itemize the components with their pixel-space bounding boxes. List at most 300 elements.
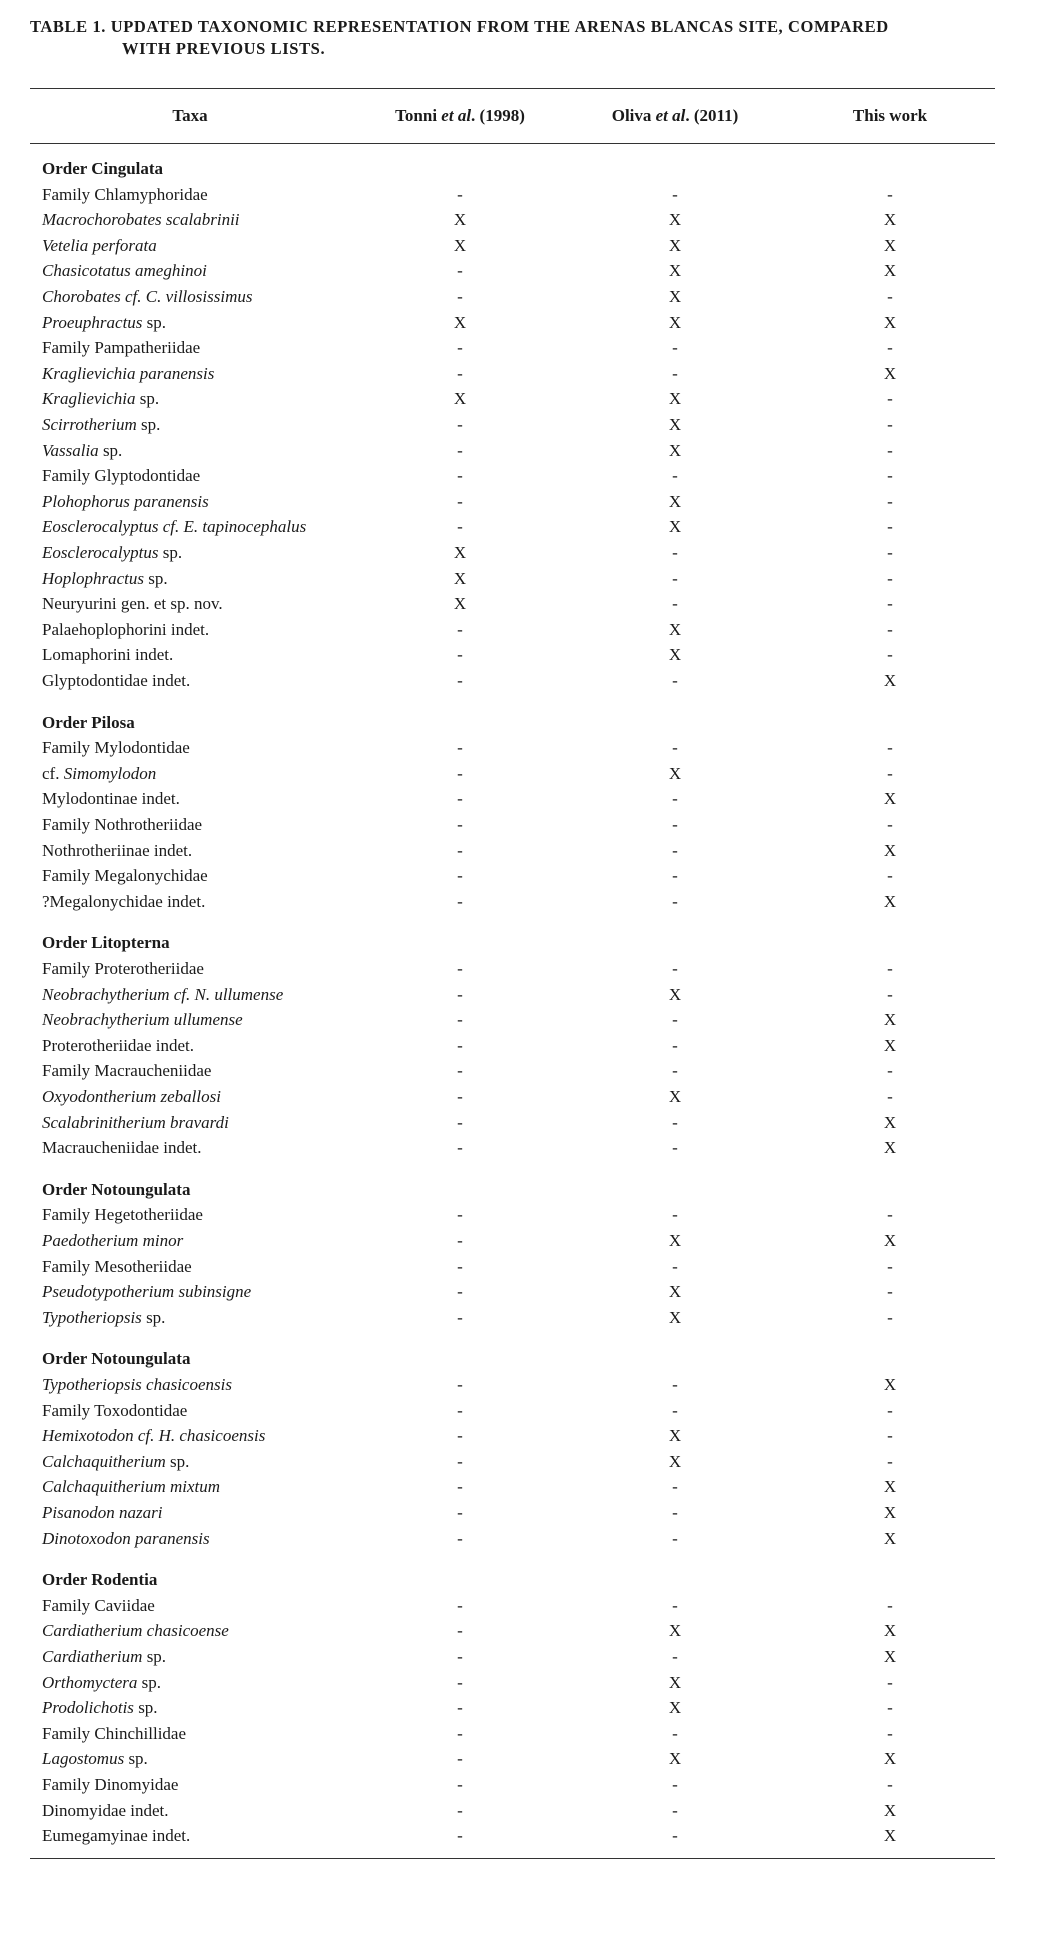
cell-tonni-1998: X — [453, 594, 467, 614]
cell-oliva-2011: - — [672, 959, 678, 978]
taxon-name-it: Kraglievichia — [42, 389, 136, 409]
cell-oliva-2011: - — [672, 1205, 678, 1225]
caption-line-2: WITH PREVIOUS LISTS. — [122, 39, 326, 58]
taxon-name-pre: Family Nothrotheriidae — [42, 815, 203, 834]
cell-oliva-2011: - — [672, 466, 678, 486]
cell-this-work: - — [887, 1451, 893, 1471]
taxon-name — [42, 764, 156, 784]
taxon-name — [42, 1621, 229, 1641]
taxon-name — [42, 1257, 192, 1277]
cell-oliva-2011: - — [672, 1400, 678, 1420]
taxon-name — [42, 1673, 161, 1693]
taxon-name — [42, 1596, 155, 1616]
cell-tonni-1998: - — [457, 1528, 463, 1548]
taxon-name-it: Chasicotatus ameghinoi — [42, 261, 207, 281]
cell-this-work: X — [883, 1749, 897, 1769]
cell-tonni-1998: - — [457, 645, 463, 665]
taxon-name-post: sp. — [135, 389, 160, 409]
table-row — [0, 313, 1044, 338]
cell-tonni-1998: X — [453, 235, 467, 255]
taxon-name-post: sp. — [165, 1451, 190, 1471]
cell-tonni-1998: - — [457, 1307, 463, 1327]
cell-this-work: - — [887, 763, 893, 783]
taxon-name-post: sp. — [141, 1307, 166, 1327]
cell-tonni-1998: X — [453, 312, 467, 332]
cell-this-work: - — [887, 568, 893, 588]
taxon-name — [42, 1138, 202, 1158]
cell-oliva-2011: - — [672, 840, 678, 860]
table-row — [0, 1452, 1044, 1477]
table-row — [0, 569, 1044, 594]
table-row — [0, 1426, 1044, 1451]
cell-this-work: X — [883, 1231, 897, 1250]
taxon-name-post: sp. — [142, 1647, 167, 1666]
taxon-name-it: Dinotoxodon paranensis — [42, 1528, 210, 1548]
cell-this-work: - — [887, 1698, 893, 1718]
cell-oliva-2011: - — [672, 1775, 678, 1794]
cell-this-work: - — [887, 1087, 893, 1106]
cell-this-work: X — [883, 1503, 897, 1522]
cell-tonni-1998: - — [457, 1010, 463, 1030]
table-row — [0, 1724, 1044, 1749]
taxon-name-pre: Family Glyptodontidae — [42, 466, 201, 486]
taxon-name-pre: ?Megalonychidae indet. — [42, 891, 206, 911]
taxon-name-post: sp. — [98, 440, 123, 460]
taxon-name-pre: Family Chlamyphoridae — [42, 184, 208, 204]
cell-oliva-2011: X — [668, 1426, 682, 1446]
taxon-name-it: Pseudotypotherium subinsigne — [42, 1282, 252, 1302]
taxon-name-pre: Family Dinomyidae — [42, 1775, 179, 1794]
table-row — [0, 1749, 1044, 1774]
taxon-name — [42, 959, 204, 979]
table-row — [0, 1596, 1044, 1621]
cell-oliva-2011: - — [672, 1112, 678, 1132]
cell-this-work: X — [883, 1035, 897, 1055]
cell-tonni-1998: - — [457, 1800, 463, 1820]
table-row — [0, 338, 1044, 363]
table-row — [0, 236, 1044, 261]
taxon-name — [42, 517, 306, 537]
cell-tonni-1998: - — [457, 815, 463, 834]
taxon-name — [42, 1061, 211, 1081]
taxon-name — [42, 1349, 190, 1369]
cell-this-work: - — [887, 1400, 893, 1420]
table-row — [0, 959, 1044, 984]
cell-oliva-2011: X — [668, 1087, 682, 1106]
cell-tonni-1998: X — [453, 543, 467, 562]
taxon-name-post: sp. — [142, 312, 167, 332]
table-row — [0, 671, 1044, 696]
cell-tonni-1998: - — [457, 287, 463, 306]
taxon-name — [42, 620, 209, 640]
taxon-name — [42, 892, 205, 912]
cell-this-work: X — [883, 363, 897, 383]
taxon-name — [42, 1647, 166, 1667]
table-row — [0, 1698, 1044, 1723]
cell-oliva-2011: - — [672, 184, 678, 204]
cell-oliva-2011: - — [672, 815, 678, 834]
cell-oliva-2011: X — [668, 287, 682, 306]
taxon-name-pre: Macraucheniidae indet. — [42, 1138, 202, 1158]
taxon-name-pre: Mylodontinae indet. — [42, 789, 180, 809]
cell-this-work: - — [887, 184, 893, 204]
taxon-name — [42, 159, 163, 179]
cell-this-work: - — [887, 338, 893, 358]
cell-oliva-2011: X — [668, 415, 682, 434]
taxon-name-it: Paedotherium minor — [42, 1231, 184, 1250]
taxon-name-pre: Nothrotheriinae indet. — [42, 840, 193, 860]
taxon-name-pre: Eumegamyinae indet. — [42, 1826, 191, 1846]
taxon-name-it: Simomylodon — [63, 763, 157, 783]
cell-tonni-1998: - — [457, 1672, 463, 1692]
taxon-name-it: Cardiatherium — [42, 1647, 143, 1666]
taxon-name-it: Vetelia perforata — [42, 235, 157, 255]
taxon-name-it: Oxyodontherium zeballosi — [42, 1087, 221, 1106]
taxon-name — [42, 1477, 220, 1497]
table-row — [0, 364, 1044, 389]
taxon-name — [42, 543, 182, 563]
table-row — [0, 543, 1044, 568]
taxon-name-it: Scirrotherium — [42, 415, 137, 434]
cell-tonni-1998: - — [457, 440, 463, 460]
cell-this-work: - — [887, 389, 893, 409]
taxon-name — [42, 441, 122, 461]
cell-oliva-2011: - — [672, 1595, 678, 1615]
cell-oliva-2011: X — [668, 440, 682, 460]
taxon-name-it: Neobrachytherium ullumense — [42, 1010, 243, 1030]
taxon-name — [42, 1308, 165, 1328]
cell-this-work: - — [887, 1672, 893, 1692]
taxon-name-pre: Order Notoungulata — [42, 1179, 191, 1199]
table-row — [0, 1061, 1044, 1086]
taxon-name — [42, 1775, 178, 1795]
cell-oliva-2011: - — [672, 1826, 678, 1846]
cell-tonni-1998: - — [457, 1375, 463, 1394]
table-row — [0, 185, 1044, 210]
taxon-name-it: Orthomyctera — [42, 1672, 138, 1692]
taxon-name-it: Typotheriopsis chasicoensis — [42, 1375, 232, 1394]
table-row — [0, 985, 1044, 1010]
column-header-oliva: Oliva et al. (2011) — [611, 106, 739, 125]
cell-oliva-2011: X — [668, 984, 682, 1004]
cell-oliva-2011: X — [668, 1451, 682, 1471]
cell-tonni-1998: - — [457, 866, 463, 886]
taxon-name — [42, 738, 190, 758]
cell-tonni-1998: - — [457, 415, 463, 434]
table-row — [0, 261, 1044, 286]
cell-oliva-2011: - — [672, 363, 678, 383]
order-heading-row — [0, 1349, 1044, 1374]
cell-oliva-2011: X — [668, 619, 682, 639]
cell-tonni-1998: - — [457, 891, 463, 911]
cell-this-work: - — [887, 517, 893, 537]
taxon-name-pre: Family Chinchillidae — [42, 1723, 187, 1743]
cell-this-work: - — [887, 984, 893, 1004]
table-row — [0, 1087, 1044, 1112]
taxon-name — [42, 1205, 203, 1225]
cell-oliva-2011: - — [672, 789, 678, 809]
table-row — [0, 287, 1044, 312]
cell-oliva-2011: - — [672, 594, 678, 614]
taxon-name — [42, 713, 135, 733]
cell-tonni-1998: - — [457, 1698, 463, 1718]
cell-oliva-2011: - — [672, 1503, 678, 1522]
taxon-name-pre: Family Megalonychidae — [42, 866, 208, 886]
cell-oliva-2011: X — [668, 517, 682, 537]
table-row — [0, 594, 1044, 619]
table-caption — [30, 16, 1020, 60]
cell-oliva-2011: X — [668, 1282, 682, 1302]
cell-tonni-1998: - — [457, 1035, 463, 1055]
cell-this-work: X — [883, 210, 897, 230]
cell-this-work: - — [887, 287, 893, 306]
taxon-name-it: Plohophorus paranensis — [42, 491, 209, 511]
taxon-name — [42, 389, 159, 409]
cell-this-work: X — [883, 1826, 897, 1846]
table-row — [0, 1826, 1044, 1851]
cell-this-work: X — [883, 1112, 897, 1132]
cell-this-work: - — [887, 738, 893, 758]
taxon-name-pre: Family Hegetotheriidae — [42, 1205, 203, 1225]
taxon-name — [42, 671, 190, 691]
cell-tonni-1998: X — [453, 568, 467, 588]
cell-oliva-2011: X — [668, 1672, 682, 1692]
taxon-name-it: Calchaquitherium mixtum — [42, 1477, 221, 1497]
taxon-name-pre: Order Rodentia — [42, 1570, 158, 1590]
cell-tonni-1998: - — [457, 1503, 463, 1522]
cell-tonni-1998: - — [457, 1595, 463, 1615]
cell-tonni-1998: - — [457, 738, 463, 758]
taxon-name — [42, 1452, 189, 1472]
cell-this-work: - — [887, 815, 893, 834]
taxon-name-it: Eosclerocalyptus — [42, 543, 159, 562]
table-row — [0, 1308, 1044, 1333]
cell-tonni-1998: - — [457, 1775, 463, 1794]
taxon-name — [42, 338, 200, 358]
cell-tonni-1998: X — [453, 210, 467, 230]
taxon-name-it: Hemixotodon cf. H. chasicoensis — [42, 1426, 266, 1446]
cell-this-work: - — [887, 491, 893, 511]
cell-this-work: X — [883, 261, 897, 281]
cell-this-work: - — [887, 1426, 893, 1446]
cell-oliva-2011: X — [668, 210, 682, 230]
cell-oliva-2011: X — [668, 1231, 682, 1250]
taxon-name-pre: Proterotheriidae indet. — [42, 1035, 195, 1055]
cell-oliva-2011: - — [672, 568, 678, 588]
cell-oliva-2011: X — [668, 1749, 682, 1769]
cell-oliva-2011: X — [668, 645, 682, 665]
taxon-name-pre: Order Litopterna — [42, 933, 170, 953]
table-row — [0, 1282, 1044, 1307]
cell-oliva-2011: X — [668, 1307, 682, 1327]
taxon-name — [42, 415, 160, 435]
taxon-name-post: sp. — [133, 1698, 158, 1718]
cell-tonni-1998: - — [457, 1621, 463, 1641]
table-row — [0, 1801, 1044, 1826]
taxon-name-pre: Family Pampatheriidae — [42, 338, 201, 358]
table-row — [0, 764, 1044, 789]
table-row — [0, 492, 1044, 517]
cell-this-work: X — [883, 789, 897, 809]
table-row — [0, 1375, 1044, 1400]
taxon-name-pre: Family Mylodontidae — [42, 738, 190, 758]
cell-oliva-2011: X — [668, 261, 682, 281]
taxon-name — [42, 1801, 169, 1821]
cell-this-work: X — [883, 1010, 897, 1030]
top-rule — [30, 88, 995, 89]
cell-this-work: - — [887, 1256, 893, 1276]
cell-oliva-2011: - — [672, 1010, 678, 1030]
cell-this-work: X — [883, 891, 897, 911]
taxon-name-pre: Family Toxodontidae — [42, 1400, 188, 1420]
taxon-name-pre: Order Notoungulata — [42, 1349, 191, 1369]
cell-this-work: X — [883, 1621, 897, 1641]
column-header-tonni: Tonni et al. (1998) — [395, 106, 525, 125]
cell-oliva-2011: X — [668, 491, 682, 511]
cell-this-work: - — [887, 440, 893, 460]
taxon-name-pre: Dinomyidae indet. — [42, 1800, 169, 1820]
table-row — [0, 789, 1044, 814]
taxon-name-pre: Family Mesotheriidae — [42, 1256, 192, 1276]
taxon-name-it: Prodolichotis — [42, 1698, 134, 1718]
cell-oliva-2011: - — [672, 891, 678, 911]
cell-tonni-1998: - — [457, 1647, 463, 1666]
order-heading-row — [0, 933, 1044, 958]
table-row — [0, 1257, 1044, 1282]
cell-tonni-1998: - — [457, 619, 463, 639]
order-heading-row — [0, 1570, 1044, 1595]
taxon-name-it: Neobrachytherium cf. N. ullumense — [42, 984, 284, 1004]
taxon-name — [42, 466, 200, 486]
cell-tonni-1998: X — [453, 389, 467, 409]
cell-this-work: X — [883, 1528, 897, 1548]
cell-tonni-1998: - — [457, 261, 463, 281]
taxon-name-it: Typotheriopsis — [42, 1307, 142, 1327]
cell-tonni-1998: - — [457, 1282, 463, 1302]
taxon-name — [42, 1113, 229, 1133]
taxon-name — [42, 1749, 148, 1769]
cell-this-work: - — [887, 594, 893, 614]
table-row — [0, 1647, 1044, 1672]
table-row — [0, 1503, 1044, 1528]
taxon-name — [42, 815, 202, 835]
table-row — [0, 1529, 1044, 1554]
order-heading-row — [0, 1180, 1044, 1205]
taxon-name-it: Chorobates cf. C. villosissimus — [42, 287, 253, 306]
cell-tonni-1998: - — [457, 789, 463, 809]
table-row — [0, 815, 1044, 840]
taxon-name-pre: Lomaphorini indet. — [42, 645, 174, 665]
taxon-name-post: sp. — [124, 1749, 148, 1769]
taxon-name — [42, 933, 170, 953]
cell-oliva-2011: - — [672, 1723, 678, 1743]
cell-tonni-1998: - — [457, 517, 463, 537]
cell-oliva-2011: X — [668, 1621, 682, 1641]
table-row — [0, 1036, 1044, 1061]
taxon-name — [42, 789, 180, 809]
cell-tonni-1998: - — [457, 1749, 463, 1769]
table-row — [0, 1477, 1044, 1502]
cell-tonni-1998: - — [457, 1400, 463, 1420]
cell-tonni-1998: - — [457, 840, 463, 860]
table-row — [0, 389, 1044, 414]
taxon-name-it: Pisanodon nazari — [42, 1503, 163, 1522]
cell-tonni-1998: - — [457, 984, 463, 1004]
cell-this-work: - — [887, 1282, 893, 1302]
order-heading-row — [0, 159, 1044, 184]
taxon-name — [42, 1180, 190, 1200]
table-row — [0, 415, 1044, 440]
cell-this-work: X — [883, 1647, 897, 1666]
cell-tonni-1998: - — [457, 1087, 463, 1106]
table-row — [0, 1401, 1044, 1426]
cell-tonni-1998: - — [457, 1231, 463, 1250]
cell-tonni-1998: - — [457, 338, 463, 358]
taxon-name — [42, 492, 209, 512]
table-row — [0, 210, 1044, 235]
order-heading-row — [0, 713, 1044, 738]
table-row — [0, 1205, 1044, 1230]
cell-tonni-1998: - — [457, 184, 463, 204]
taxon-name-it: Eosclerocalyptus cf. E. tapinocephalus — [42, 517, 307, 537]
table-row — [0, 892, 1044, 917]
cell-oliva-2011: - — [672, 1375, 678, 1394]
taxon-name — [42, 1087, 221, 1107]
cell-oliva-2011: - — [672, 543, 678, 562]
bottom-rule — [30, 1858, 995, 1859]
taxon-name-it: Cardiatherium chasicoense — [42, 1621, 229, 1641]
cell-oliva-2011: - — [672, 338, 678, 358]
cell-tonni-1998: - — [457, 466, 463, 486]
cell-tonni-1998: - — [457, 1061, 463, 1081]
cell-oliva-2011: - — [672, 1035, 678, 1055]
taxon-name-it: Lagostomus — [42, 1749, 125, 1769]
cell-this-work: - — [887, 1205, 893, 1225]
taxon-name-post: sp. — [144, 568, 168, 588]
cell-oliva-2011: - — [672, 738, 678, 758]
cell-this-work: X — [883, 671, 897, 690]
cell-this-work: - — [887, 645, 893, 665]
taxon-name — [42, 236, 157, 256]
table-row — [0, 1621, 1044, 1646]
taxon-name-pre: cf. — [42, 763, 64, 783]
taxon-name — [42, 645, 173, 665]
taxon-name — [42, 594, 223, 614]
cell-oliva-2011: - — [672, 1256, 678, 1276]
cell-tonni-1998: - — [457, 363, 463, 383]
taxon-name-it: Macrochorobates scalabrinii — [42, 210, 240, 230]
cell-this-work: - — [887, 1061, 893, 1081]
cell-oliva-2011: X — [668, 312, 682, 332]
taxon-name — [42, 1282, 251, 1302]
table-row — [0, 1138, 1044, 1163]
taxon-name-pre: Order Pilosa — [42, 712, 135, 732]
taxon-name — [42, 1503, 162, 1523]
cell-this-work: - — [887, 1595, 893, 1615]
taxon-name — [42, 364, 214, 384]
column-header-this-work: This work — [852, 106, 928, 125]
taxon-name — [42, 210, 240, 230]
taxon-name — [42, 1231, 183, 1251]
cell-tonni-1998: - — [457, 1112, 463, 1132]
cell-oliva-2011: - — [672, 1647, 678, 1666]
cell-tonni-1998: - — [457, 1426, 463, 1446]
taxon-name — [42, 1010, 243, 1030]
cell-this-work: X — [883, 840, 897, 860]
cell-this-work: - — [887, 415, 893, 434]
cell-oliva-2011: - — [672, 1061, 678, 1081]
cell-tonni-1998: - — [457, 763, 463, 783]
